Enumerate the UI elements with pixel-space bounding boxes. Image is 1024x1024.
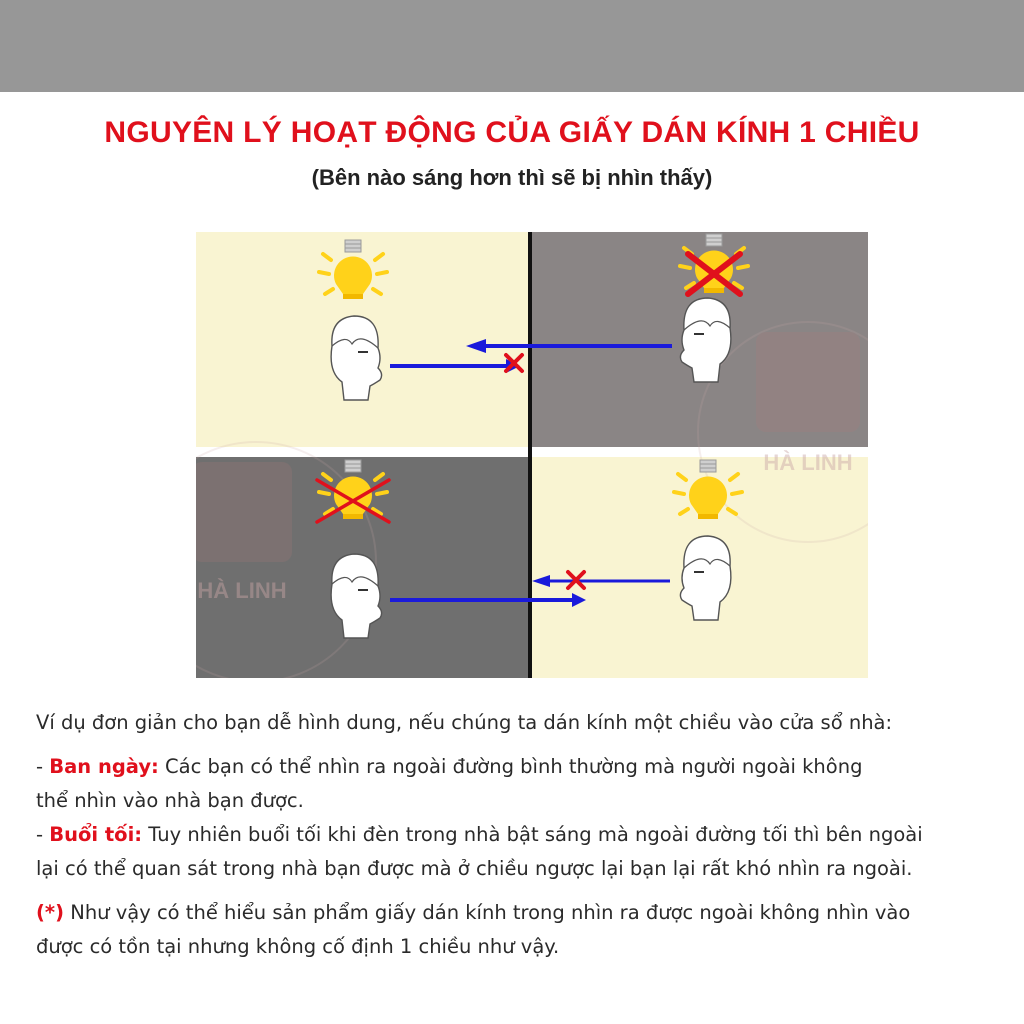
intro-paragraph: Ví dụ đơn giản cho bạn dễ hình dung, nếu chúng ta dán kính một chiều vào cửa sổ nhà: xyxy=(36,711,893,734)
day-line2: thể nhìn vào nhà bạn được. xyxy=(36,789,304,812)
window-film-line xyxy=(528,232,532,678)
watermark-brand: HÀ LINH xyxy=(763,450,853,475)
top-banner xyxy=(0,0,1024,92)
day-paragraph: - Ban ngày: Các bạn có thể nhìn ra ngoài đường bình thường mà người ngoài không xyxy=(36,755,863,778)
page-title: NGUYÊN LÝ HOẠT ĐỘNG CỦA GIẤY DÁN KÍNH 1 CHIỀU xyxy=(104,116,920,149)
day-line1: Các bạn có thể nhìn ra ngoài đường bình thường mà người ngoài không xyxy=(158,755,863,778)
note-paragraph xyxy=(36,896,1006,930)
note-line2: được có tồn tại nhưng không cố định 1 chiều như vậy. xyxy=(36,935,560,958)
note-line1: Như vậy có thể hiểu sản phẩm giấy dán kính trong nhìn ra được ngoài không nhìn vào xyxy=(64,901,911,924)
night-label: Buổi tối: xyxy=(49,823,143,846)
explanation-text xyxy=(36,706,1006,964)
night-line2: lại có thể quan sát trong nhà bạn được mà ở chiều ngược lại bạn lại rất khó nhìn ra ngoài. xyxy=(36,857,913,880)
page-subtitle: (Bên nào sáng hơn thì sẽ bị nhìn thấy) xyxy=(311,165,713,190)
note-label: (*) xyxy=(36,901,65,924)
watermark-brand: HÀ LINH xyxy=(197,578,287,603)
one-way-film-diagram xyxy=(196,232,868,678)
night-line1: Tuy nhiên buổi tối khi đèn trong nhà bật sáng mà ngoài đường tối thì bên ngoài xyxy=(142,823,923,846)
night-paragraph: - Buổi tối: Tuy nhiên buổi tối khi đèn trong nhà bật sáng mà ngoài đường tối thì bên ngoài xyxy=(36,823,923,846)
day-label: Ban ngày: xyxy=(49,755,159,778)
